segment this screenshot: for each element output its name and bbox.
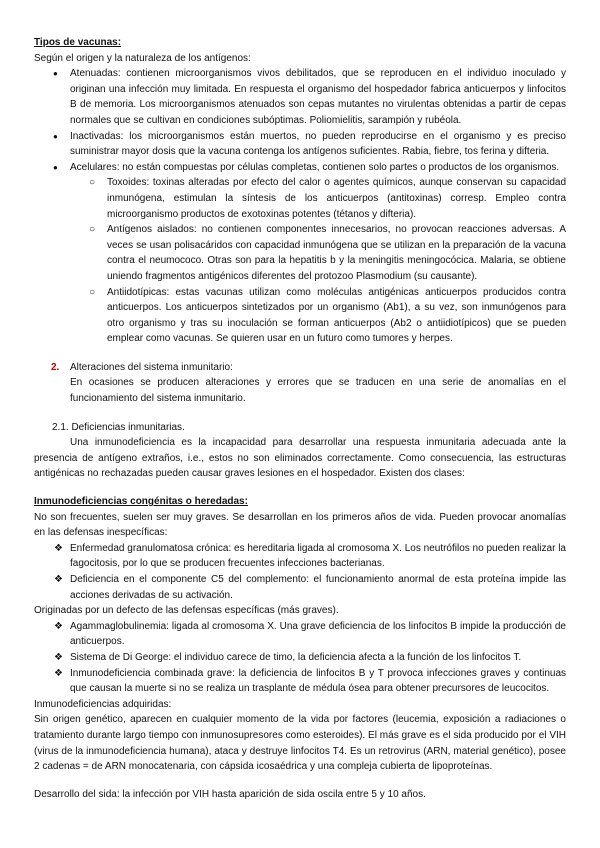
list-item-text: Deficiencia en el componente C5 del complemento: el funcionamiento anormal de esta proteína impide las acciones derivadas de su activación. — [70, 574, 566, 601]
section-2-heading — [34, 360, 566, 376]
acquired-heading: Inmunodeficiencias adquiridas: — [34, 698, 172, 710]
section-2-title: Alteraciones del sistema inmunitario: — [70, 361, 233, 373]
congenital-body: No son frecuentes, suelen ser muy graves. Se desarrollan en los primeros años de vida. Pueden provocar anomalías en las defensas inespecíficas: — [34, 511, 566, 539]
circle-bullet-icon: ○ — [89, 286, 96, 298]
section-2-body: En ocasiones se producen alteraciones y errores que se traducen en una serie de anomalías en el funcionamiento del sistema inmunitario. — [70, 377, 566, 405]
list-item-agammaglobulinemia — [34, 619, 566, 650]
list-item-attenuated — [34, 66, 566, 128]
bullet-icon: ● — [53, 69, 58, 79]
list-item-inactivated — [34, 129, 566, 160]
specific-defects-intro: Originadas por un defecto de las defensas específicas (más graves). — [34, 605, 339, 617]
list-item-text: Atenuadas: contienen microorganismos vivos debilitados, que se reproducen en el individuo inoculado y originan una infección muy limitada. En respuesta el organismo del hospedador fabrica anticuerpos y linfocitos B de memoria. Los microorganismos atenuados son cepas mutantes no virulentas obtenidas a partir de cepas normales que se cultivan en condiciones subóptimas. Poliomielitis, sarampión y rubéola. — [70, 68, 566, 126]
diamond-bullet-icon: ❖ — [54, 574, 63, 585]
list-item-digeorge — [34, 650, 566, 666]
vaccine-types-title: Tipos de vacunas: — [34, 37, 122, 48]
list-item-isolated-antigens — [34, 222, 566, 284]
list-item-antiidiotypic — [34, 285, 566, 347]
list-item-text: Inmunodeficiencia combinada grave: la deficiencia de linfocitos B y T provoca infecciones graves y continuas que causan la muerte si no se realiza un trasplante de médula ósea para obtener precursores de leucocitos. — [70, 667, 566, 695]
bullet-icon: ● — [53, 131, 58, 141]
list-item-c5-deficiency — [34, 572, 566, 603]
section-2-1-heading: 2.1. Deficiencias inmunitarias. — [52, 421, 185, 433]
list-item-text: Inactivadas: los microorganismos están muertos, no pueden reproducirse en el organismo y es preciso suministrar mayor dosis que la vacuna contenga los antígenos suficientes. Rabia, fiebre, tos ferina y difteria. — [70, 130, 566, 158]
acellular-subtypes-list — [34, 175, 566, 347]
vaccine-types-list — [34, 66, 566, 175]
list-item-granulomatous — [34, 541, 566, 572]
diamond-bullet-icon: ❖ — [54, 667, 63, 679]
list-item-toxoids — [34, 175, 566, 222]
circle-bullet-icon: ○ — [89, 224, 96, 236]
diamond-bullet-icon: ❖ — [54, 542, 63, 554]
bullet-icon: ● — [53, 162, 58, 172]
closing-line: Desarrollo del sida: la infección por VIH hasta aparición de sida oscila entre 5 y 10 años. — [34, 788, 426, 800]
spacer — [34, 482, 566, 494]
list-item-text: Antígenos aislados: no contienen componentes innecesarios, no provocan reacciones adversas. A veces se usan polisacáridos con capacidad inmunógena que se utilizan en la preparación de la vacuna contra el neumococo. Otras son para la hepatitis b y la meningitis meningocócica. Malaria, se obtiene uniendo fragmentos antigénicos diferentes del protozoo Plasmodium (su causante). — [107, 224, 566, 282]
diamond-bullet-icon: ❖ — [54, 651, 63, 663]
diamond-bullet-icon: ❖ — [54, 620, 63, 632]
list-item-scid — [34, 666, 566, 697]
section-2-number: 2. — [51, 361, 60, 373]
list-item-acellular — [34, 160, 566, 176]
spacer — [34, 775, 566, 787]
list-item-text: Toxoides: toxinas alteradas por efecto del calor o agentes químicos, aunque conservan su capacidad inmunógena, estimulan la síntesis de los anticuerpos (antitoxinas) corresp. Empleo contra microorganismo productos de exotoxinas potentes (tétanos y difteria). — [107, 177, 566, 220]
list-item-text: Sistema de Di George: el individuo carece de timo, la deficiencia afecta a la función de los linfocitos T. — [70, 651, 522, 663]
document-page — [34, 35, 566, 802]
circle-bullet-icon: ○ — [89, 177, 96, 189]
list-item-text: Agammaglobulinemia: ligada al cromosoma X. Una grave deficiencia de los linfocitos B impide la producción de anticuerpos. — [70, 620, 566, 648]
specific-defects-list — [34, 619, 566, 697]
list-item-text: Antiidotípicas: estas vacunas utilizan como moléculas antigénicas anticuerpos producidos contra anticuerpos. Los anticuerpos sintetizados por un organismo (Ab1), a su vez, son inmunógenos para otro organismo y tras su inoculación se forman anticuerpos (Ab2 o antiidiotípicos) que se pueden emplear como vacunas. Se quieren usar en un futuro como tumores y herpes. — [107, 286, 566, 345]
section-2-1-body: Una inmunodeficiencia es la incapacidad para desarrollar una respuesta inmunitaria adecuada ante la presencia de antígeno extraños, i.e., estos no son eliminados correctamente. Como consecuencia, las estructuras antigénicas no rechazadas pueden causar graves lesiones en el hospedador. Existen dos clases: — [34, 437, 566, 480]
list-item-text: Enfermedad granulomatosa crónica: es hereditaria ligada al cromosoma X. Los neutrófilos no pueden realizar la fagocitosis, por lo que se producen frecuentes infecciones bacterianas. — [70, 542, 566, 570]
congenital-heading: Inmunodeficiencias congénitas o heredadas: — [34, 496, 248, 508]
vaccine-types-intro: Según el origen y la naturaleza de los antígenos: — [34, 52, 251, 64]
nonspecific-defects-list — [34, 541, 566, 603]
acquired-body: Sin origen genético, aparecen en cualquier momento de la vida por factores (leucemia, exposición a radiaciones o tratamiento durante largo tiempo con inmunosupresores como esteroides). El más grave es el sida producido por el VIH (virus de la inmunodeficiencia humana), ataca y destruye linfocitos T4. Es un retrovirus (ARN, material genético), posee 2 cadenas = de ARN monocatenaria, con cápsida icosaédrica y una compleja cubierta de lipoproteínas. — [34, 714, 566, 773]
list-item-text: Acelulares: no están compuestas por células completas, contienen solo partes o productos de los organismos. — [70, 161, 560, 173]
